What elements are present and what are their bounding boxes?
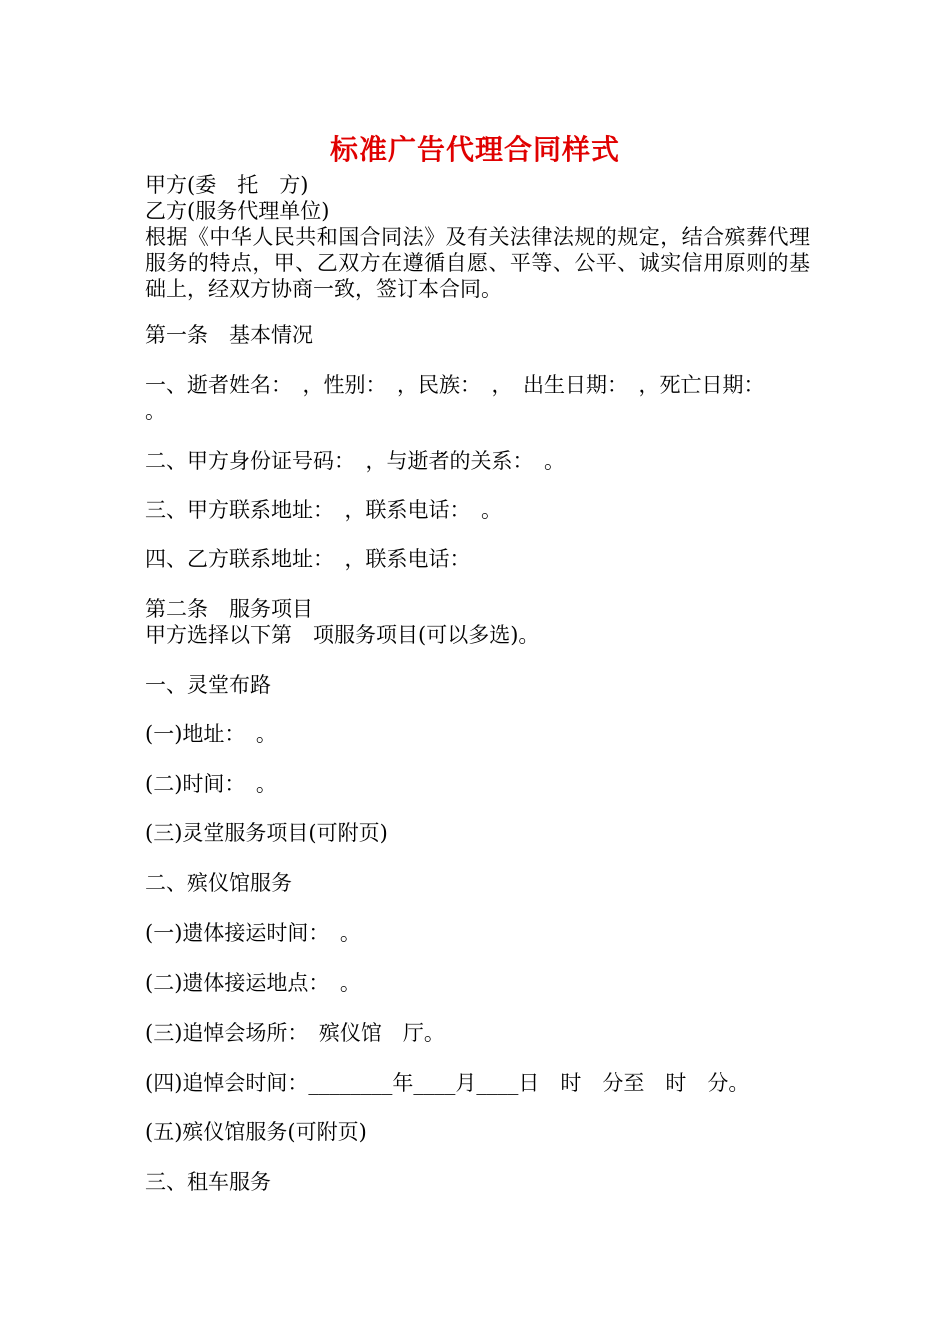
article-2-intro: 甲方选择以下第 项服务项目(可以多选)。 <box>145 623 540 647</box>
intro-paragraph: 根据《中华人民共和国合同法》及有关法律法规的规定，结合殡葬代理服务的特点，甲、乙双方在遵循自愿、平等、公平、诚实信用原则的基础上，经双方协商一致，签订本合同。 <box>145 225 810 301</box>
article-1-item-4: 四、乙方联系地址： ，联系电话： <box>145 547 471 571</box>
article-2-heading: 第二条 服务项目 <box>145 597 313 621</box>
section-1-item-1: (一)地址： 。 <box>145 722 277 746</box>
section-2-item-5: (五)殡仪馆服务(可附页) <box>145 1120 367 1144</box>
article-1-item-2: 二、甲方身份证号码： ，与逝者的关系： 。 <box>145 449 565 473</box>
section-2-item-3: (三)追悼会场所： 殡仪馆 厅。 <box>145 1021 445 1045</box>
party-a-line: 甲方(委 托 方) <box>145 173 309 197</box>
section-1-heading: 一、灵堂布路 <box>145 673 271 697</box>
article-1-item-3: 三、甲方联系地址： ，联系电话： 。 <box>145 498 502 522</box>
section-2-item-4: (四)追悼会时间：________年____月____日 时 分至 时 分。 <box>145 1071 750 1095</box>
article-1-item-1: 一、逝者姓名： ，性别： ，民族： ， 出生日期： ，死亡日期： <box>145 373 765 397</box>
article-1-heading: 第一条 基本情况 <box>145 323 313 347</box>
document-title: 标准广告代理合同样式 <box>329 133 620 166</box>
article-1-item-1-end: 。 <box>145 399 166 423</box>
party-b-line: 乙方(服务代理单位) <box>145 199 330 223</box>
section-2-item-1: (一)遗体接运时间： 。 <box>145 921 361 945</box>
section-2-heading: 二、殡仪馆服务 <box>145 871 292 895</box>
section-3-heading: 三、租车服务 <box>145 1170 271 1194</box>
section-2-item-2: (二)遗体接运地点： 。 <box>145 971 361 995</box>
section-1-item-2: (二)时间： 。 <box>145 772 277 796</box>
section-1-item-3: (三)灵堂服务项目(可附页) <box>145 821 388 845</box>
